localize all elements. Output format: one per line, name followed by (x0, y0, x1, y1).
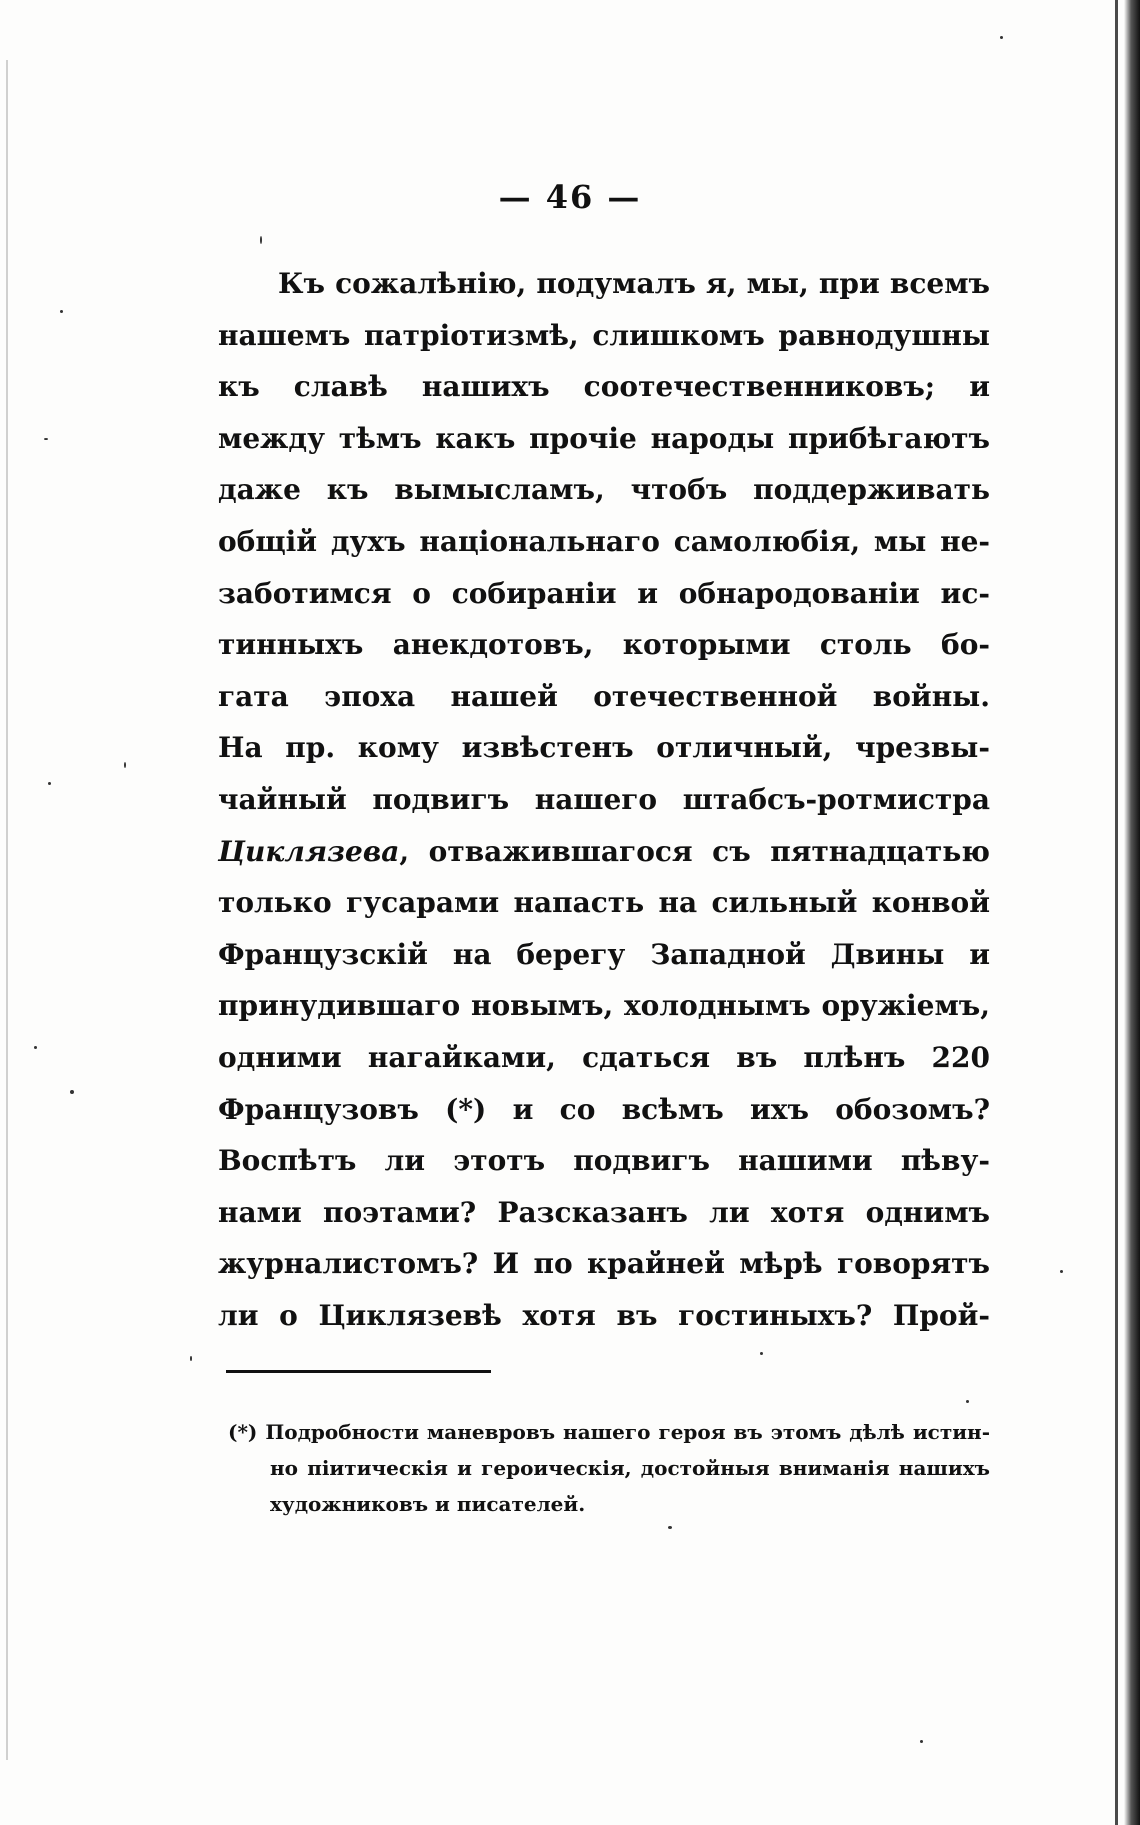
text-line: одними нагайками, сдаться въ плѣнъ 220 (218, 1040, 990, 1074)
text-line: къ славѣ нашихъ соотечественниковъ; и (218, 370, 990, 404)
scan-speck (60, 310, 63, 313)
scan-speck (48, 782, 51, 785)
italic-surname: Циклязева (218, 834, 400, 868)
footnote-line: (*) Подробности маневровъ нашего героя въ этомъ дѣлѣ истин- (228, 1420, 990, 1444)
scan-speck (190, 1356, 192, 1361)
text-line: только гусарами напасть на сильный конвой (218, 886, 990, 920)
scan-right-edge-shadow (1124, 0, 1140, 1825)
text-line-remainder: , отважившагося съ пятнадцатью (399, 834, 990, 868)
text-line: Французскій на берегу Западной Двины и (218, 937, 990, 971)
text-line: Воспѣтъ ли этотъ подвигъ нашими пѣву- (218, 1144, 990, 1178)
scan-speck (124, 762, 126, 768)
text-line: нами поэтами? Разсказанъ ли хотя однимъ (218, 1195, 990, 1229)
scan-speck (44, 438, 48, 440)
page-number: — 46 — (498, 178, 642, 216)
footnote-line: художниковъ и писателей. (270, 1492, 586, 1516)
scan-speck (70, 1090, 74, 1094)
text-line: даже къ вымысламъ, чтобъ поддерживать (218, 473, 990, 507)
text-line: между тѣмъ какъ прочіе народы прибѣгаютъ (218, 421, 990, 455)
scan-speck (760, 1352, 763, 1355)
footnote (228, 1414, 990, 1522)
scan-speck (1060, 1270, 1063, 1273)
text-line: ли о Циклязевѣ хотя въ гостиныхъ? Прой- (218, 1298, 990, 1332)
scan-right-edge-line (1115, 0, 1118, 1825)
text-line: Къ сожалѣнію, подумалъ я, мы, при всемъ (278, 267, 990, 300)
text-line: Французовъ (*) и со всѣмъ ихъ обозомъ? (218, 1092, 990, 1126)
text-line-with-italic-name (218, 826, 990, 878)
text-line: заботимся о собираніи и обнародованіи ис- (218, 576, 990, 610)
footnote-rule (226, 1370, 491, 1373)
text-line: гата эпоха нашей отечественной войны. (218, 679, 990, 713)
scan-speck (920, 1740, 923, 1743)
scan-speck (1000, 36, 1003, 39)
text-line: общій духъ національнаго самолюбія, мы не- (218, 524, 990, 558)
text-line: принудившаго новымъ, холоднымъ оружіемъ, (218, 989, 990, 1023)
text-line: На пр. кому извѣстенъ отличный, чрезвы- (218, 731, 990, 765)
scan-speck (966, 1400, 969, 1403)
scan-speck (668, 1526, 672, 1529)
text-line: чайный подвигъ нашего штабсъ-ротмистра (218, 782, 990, 816)
scan-speck (260, 236, 262, 244)
text-line: тинныхъ анекдотовъ, которыми столь бо- (218, 628, 990, 662)
text-line: журналистомъ? И по крайней мѣрѣ говорятъ (218, 1247, 990, 1281)
body-text (218, 258, 990, 1341)
scan-left-edge (6, 60, 8, 1760)
text-line: нашемъ патріотизмѣ, слишкомъ равнодушны (218, 318, 990, 352)
scan-speck (34, 1046, 37, 1049)
footnote-line: но піитическія и героическія, достойныя вниманія нашихъ (270, 1456, 990, 1480)
